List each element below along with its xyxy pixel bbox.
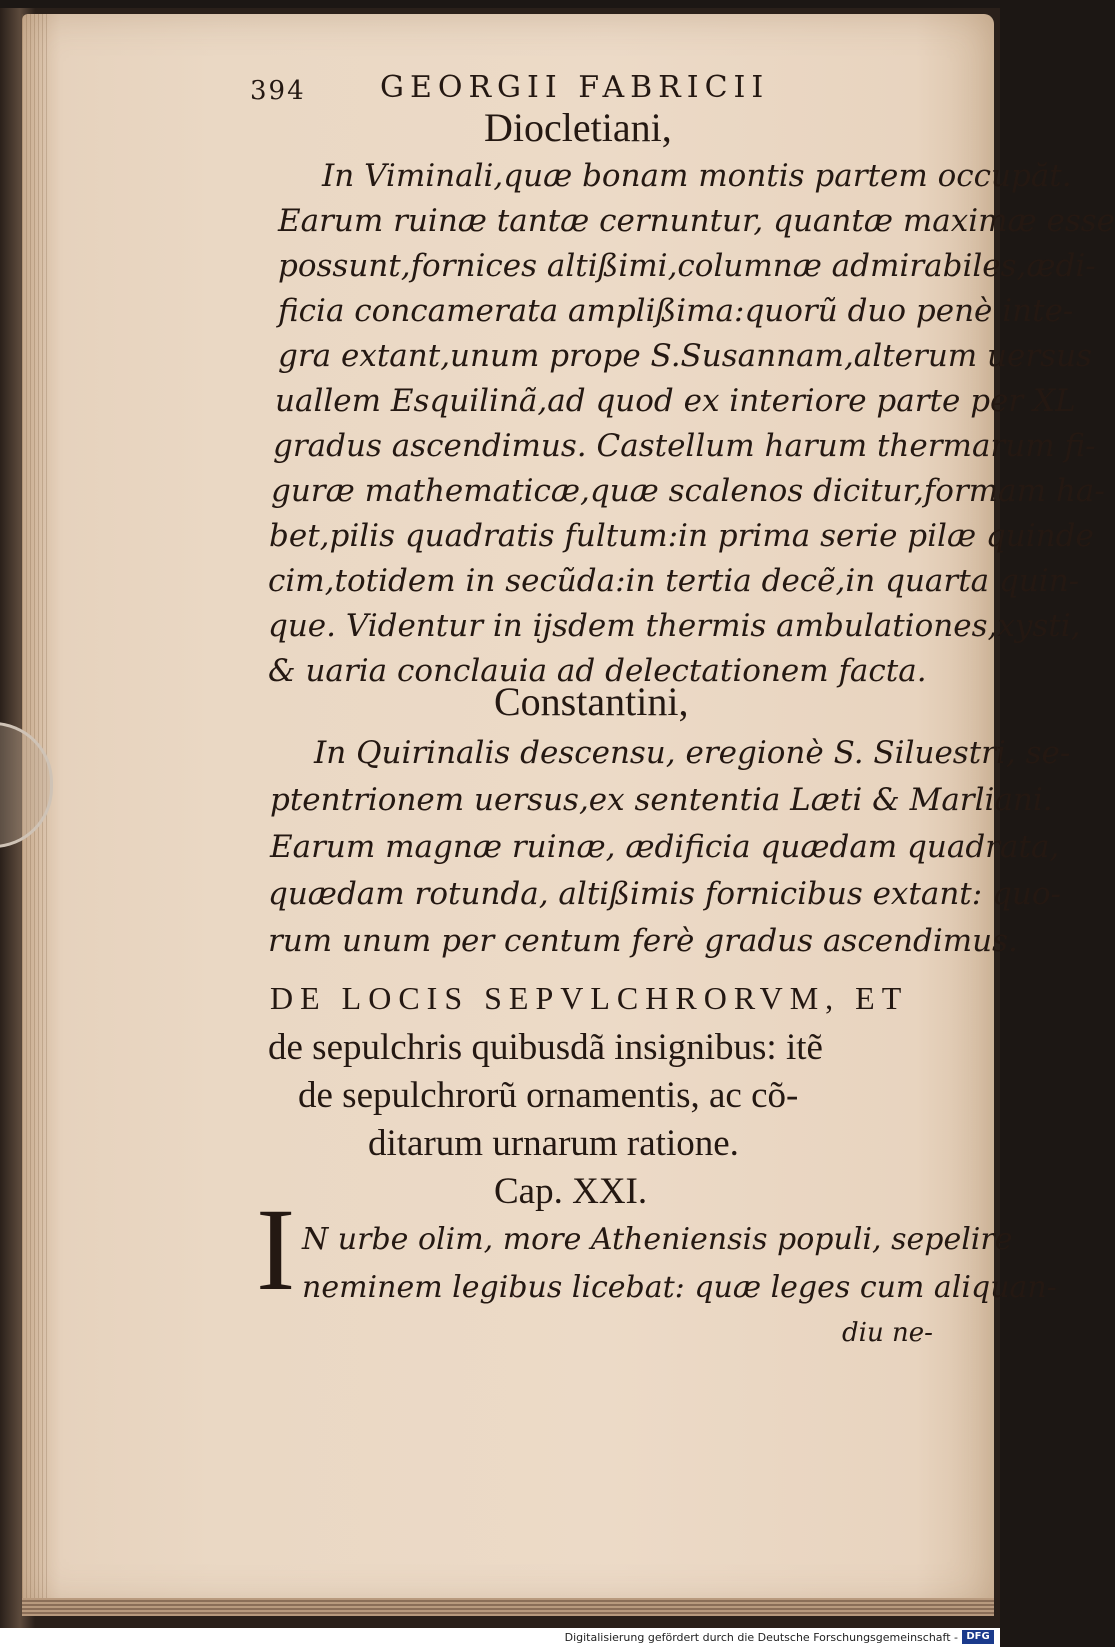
page-bottom-edge: [22, 1598, 994, 1616]
text-line: neminem legibus licebat: quæ leges cum aliquan-: [302, 1270, 1057, 1305]
page-number: 394: [250, 76, 306, 106]
dfg-logo: DFG: [962, 1630, 994, 1644]
catchword: diu ne-: [842, 1318, 933, 1348]
running-head-title: GEORGII FABRICII: [380, 70, 770, 105]
text-line: guræ mathematicæ,quæ scalenos dicitur,formam ha-: [271, 473, 1105, 509]
text-line: Earum ruinæ tantæ cernuntur, quantæ maximæ esse: [278, 203, 1115, 239]
text-line: cim,totidem in secũda:in tertia decẽ,in quarta quin-: [268, 563, 1080, 599]
section-heading-constantini: Constantini,: [494, 679, 689, 724]
text-line: & uaria conclauia ad delectationem facta.: [268, 653, 927, 689]
text-line: possunt,fornices altißimi,columnæ admirabiles,ædi-: [278, 248, 1096, 284]
text-line: In Quirinalis descensu, eregionè S. Siluestri, se-: [314, 735, 1071, 771]
text-line: ficia concamerata amplißima:quorũ duo penè inte-: [278, 293, 1074, 329]
text-line: uallem Esquilinã,ad quod ex interiore parte per XL: [275, 383, 1076, 419]
text-line: rum unum per centum ferè gradus ascendimus.: [268, 923, 1018, 959]
text-line: quædam rotunda, altißimis fornicibus extant: quo-: [268, 876, 1062, 912]
text-line: gradus ascendimus. Castellum harum thermarum fi-: [273, 428, 1096, 464]
chapter-title-line: ditarum urnarum ratione.: [368, 1123, 739, 1164]
drop-cap: I: [256, 1184, 296, 1315]
text-line: gra extant,unum prope S.Susannam,alterum uersus: [278, 338, 1092, 374]
chapter-title-caps: DE LOCIS SEPVLCHRORVM, ET: [270, 980, 909, 1016]
section-heading-diocletiani: Diocletiani,: [484, 105, 672, 150]
text-line: N urbe olim, more Atheniensis populi, sepelire: [302, 1222, 1013, 1257]
funding-credit: Digitalisierung gefördert durch die Deutsche Forschungsgemeinschaft -: [564, 1631, 958, 1644]
text-line: ptentrionem uersus,ex sententia Læti & Marliani.: [270, 782, 1053, 818]
text-line: bet,pilis quadratis fultum:in prima serie pilæ quinde: [269, 518, 1094, 554]
chapter-number: Cap. XXI.: [494, 1171, 648, 1212]
text-line: In Viminali,quæ bonam montis partem occupăt.: [322, 158, 1072, 194]
chapter-title-line: de sepulchrorũ ornamentis, ac cõ-: [298, 1075, 799, 1116]
text-line: que. Videntur in ijsdem thermis ambulationes,xysti,: [268, 608, 1081, 644]
text-line: Earum magnæ ruinæ, ædificia quædam quadrata,: [270, 829, 1060, 865]
chapter-title-line: de sepulchris quibusdã insignibus: itẽ: [268, 1027, 823, 1068]
